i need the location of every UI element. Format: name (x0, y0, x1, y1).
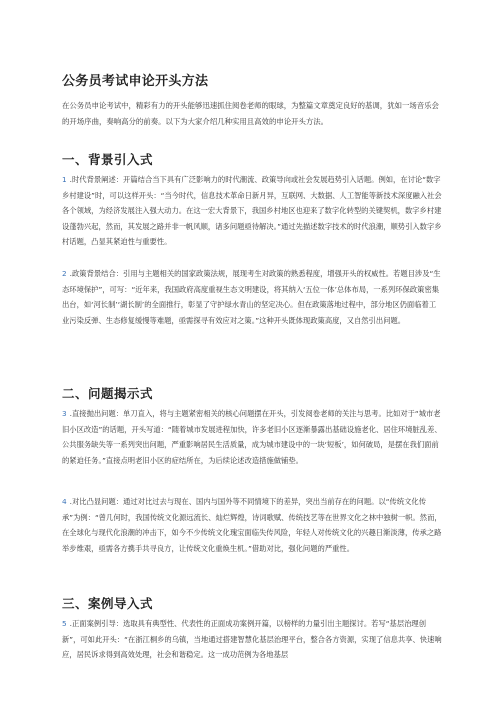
list-item (62, 172, 442, 250)
item-number: 5 (62, 619, 67, 628)
list-item (62, 616, 442, 663)
item-text: .正面案例引导：选取具有典型性、代表性的正面成功案例开篇，以榜样的力量引出主题探讨。若写“基层治理创新”，可如此开头：“在浙江桐乡的乌镇，当地通过搭建智慧化基层治理平台，整合各方资源，实现了信息共享、快速响应，居民诉求得到高效处理，社会和谐稳定。这一成功范例为各地基层 (62, 619, 442, 659)
section-heading-problem: 二、问题揭示式 (62, 386, 154, 401)
list-item (62, 406, 442, 468)
list-item (62, 266, 442, 328)
section-heading-background: 一、背景引入式 (62, 152, 154, 167)
item-text: .时代背景阐述：开篇结合当下具有广泛影响力的时代潮流、政策导向或社会发展趋势引入话题。例如，在讨论“数字乡村建设”时，可以这样开头：“当今时代，信息技术革命日新月异，互联网、大数据、人工智能等新技术深度融入社会各个领域，为经济发展注入强大动力。在这一宏大背景下，我国乡村地区也迎来了数字化转型的关键契机，数字乡村建设蓬勃兴起，然而，其发展之路并非一帆风顺，诸多问题亟待解决。”通过先描述数字技术的时代浪潮，顺势引入数字乡村话题，凸显其紧迫性与重要性。 (62, 175, 442, 246)
item-text: .政策背景结合：引用与主题相关的国家政策法规，展现考生对政策的熟悉程度，增强开头的权威性。若题目涉及“生态环境保护”，可写：“近年来，我国政府高度重视生态文明建设，将其纳入‘五位一体’总体布局，一系列环保政策密集出台，如‘河长制’‘湖长制’的全面推行，彰显了守护绿水青山的坚定决心。但在政策落地过程中，部分地区仍面临着工业污染反弹、生态修复缓慢等难题，亟需探寻有效应对之策。”这种开头既体现政策高度，又自然引出问题。 (62, 269, 441, 325)
section-heading-case: 三、案例导入式 (62, 596, 154, 611)
item-number: 3 (62, 409, 67, 418)
item-text: .直接抛出问题：单刀直入，将与主题紧密相关的核心问题摆在开头，引发阅卷老师的关注与思考。比如对于“城市老旧小区改造”的话题，开头写道：“随着城市发展进程加快，许多老旧小区逐渐暴露出基础设施老化、居住环境脏乱差、公共服务缺失等一系列突出问题，严重影响居民生活质量，成为城市建设中的一块‘短板’，如何破局，是摆在我们面前的紧迫任务。”直接点明老旧小区的症结所在，为后续论述改造措施做铺垫。 (62, 409, 442, 465)
intro-paragraph: 在公务员申论考试中，精彩有力的开头能够迅速抓住阅卷老师的眼球，为整篇文章奠定良好的基调，犹如一场音乐会的开场序曲，奏响高分的前奏。以下为大家介绍几种实用且高效的申论开头方法。 (62, 101, 439, 126)
document-title: 公务员考试申论开头方法 (62, 74, 209, 89)
item-number: 1 (62, 175, 67, 184)
item-text: .对比凸显问题：通过对比过去与现在、国内与国外等不同情境下的差异，突出当前存在的问题。以“传统文化传承”为例：“曾几何时，我国传统文化源远流长、灿烂辉煌，诗词歌赋、传统技艺等在世界文化之林中独树一帜。然而，在全球化与现代化浪潮的冲击下，如今不少传统文化瑰宝面临失传风险，年轻人对传统文化的兴趣日渐淡薄，传承之路举步维艰，亟需各方携手共寻良方，让传统文化重焕生机。”借助对比，强化问题的严重性。 (62, 497, 442, 553)
item-number: 2 (62, 269, 67, 278)
item-number: 4 (62, 497, 67, 506)
list-item (62, 494, 442, 556)
